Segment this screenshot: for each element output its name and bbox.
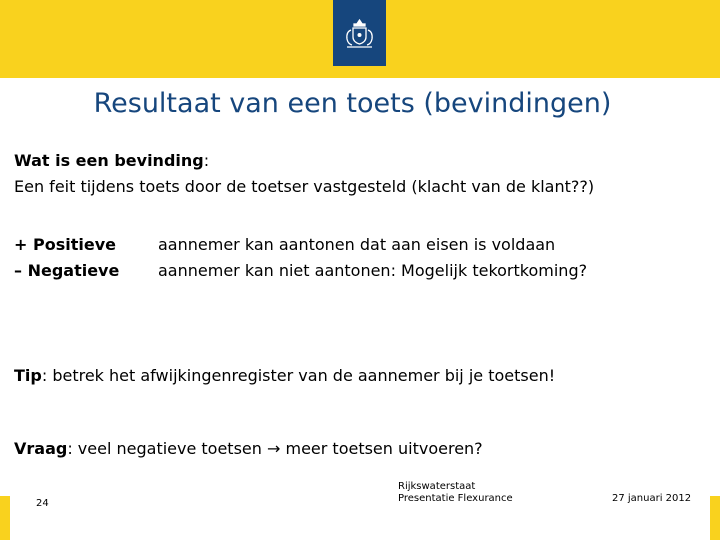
- definition-text: Een feit tijdens toets door de toetser vastgesteld (klacht van de klant??): [14, 177, 595, 196]
- footer-date: 27 januari 2012: [612, 493, 692, 504]
- tip-label: Tip: [14, 366, 42, 385]
- term-negative: – Negatieve: [14, 261, 120, 280]
- question-line: [14, 436, 483, 462]
- coat-of-arms-icon: [333, 0, 386, 66]
- page-number: 24: [36, 498, 49, 509]
- footer-organization: Rijkswaterstaat: [398, 481, 476, 492]
- question-text-after: meer toetsen uitvoeren?: [280, 439, 483, 458]
- question-text-before: : veel negatieve toetsen: [67, 439, 267, 458]
- description-negative: aannemer kan niet aantonen: Mogelijk tekortkoming?: [158, 261, 588, 280]
- logo: [333, 0, 386, 66]
- tip-line: [14, 363, 555, 389]
- definition-block: [14, 148, 594, 200]
- footer-panel: [10, 496, 710, 540]
- description-positive: aannemer kan aantonen dat aan eisen is voldaan: [158, 235, 556, 254]
- term-positive: + Positieve: [14, 235, 116, 254]
- page-title: Resultaat van een toets (bevindingen): [93, 88, 612, 119]
- definition-colon: :: [203, 151, 210, 170]
- definition-heading: [14, 148, 594, 174]
- tip-text: : betrek het afwijkingenregister van de aannemer bij je toetsen!: [41, 366, 556, 385]
- arrow-right-icon: →: [266, 439, 281, 458]
- definition-label: Wat is een bevinding: [14, 151, 204, 170]
- question-label: Vraag: [14, 439, 68, 458]
- footer-presentation: Presentatie Flexurance: [398, 493, 513, 504]
